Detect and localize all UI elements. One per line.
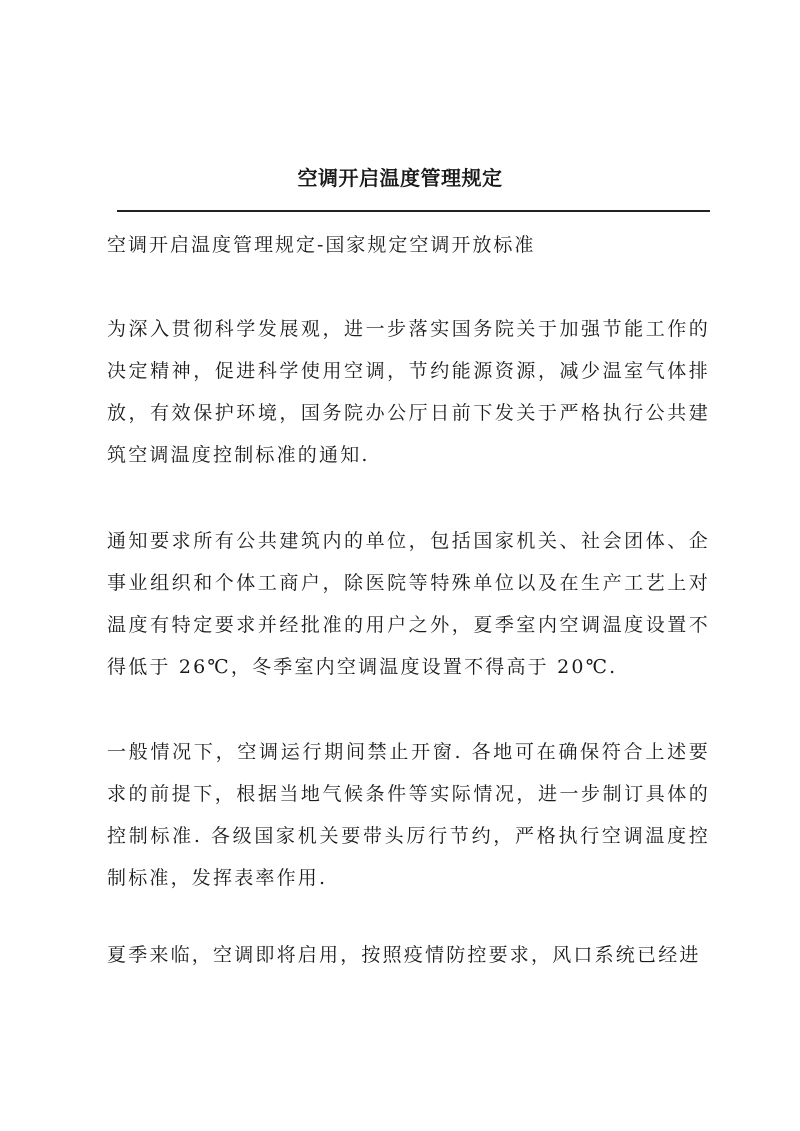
title-underline-rule [117,210,710,212]
document-title: 空调开启温度管理规定 [297,166,503,190]
paragraph-2: 通知要求所有公共建筑内的单位，包括国家机关、社会团体、企事业组织和个体工商户，除医院等特殊单位以及在生产工艺上对温度有特定要求并经批准的用户之外，夏季室内空调温度设置不得低于 26℃，冬季室内空调温度设置不得高于 20℃. [107,530,710,678]
paragraph-3: 一般情况下，空调运行期间禁止开窗. 各地可在确保符合上述要求的前提下，根据当地气候条件等实际情况，进一步制订具体的控制标准. 各级国家机关要带头厉行节约，严格执行空调温度控制标准，发挥表率作用. [107,741,710,889]
document-subtitle: 空调开启温度管理规定-国家规定空调开放标准 [107,234,536,256]
paragraph-1: 为深入贯彻科学发展观，进一步落实国务院关于加强节能工作的决定精神，促进科学使用空调，节约能源资源，减少温室气体排放，有效保护环境，国务院办公厅日前下发关于严格执行公共建筑空调温度控制标准的通知. [107,318,710,466]
paragraph-4: 夏季来临，空调即将启用，按照疫情防控要求，风口系统已经进 [107,944,701,966]
